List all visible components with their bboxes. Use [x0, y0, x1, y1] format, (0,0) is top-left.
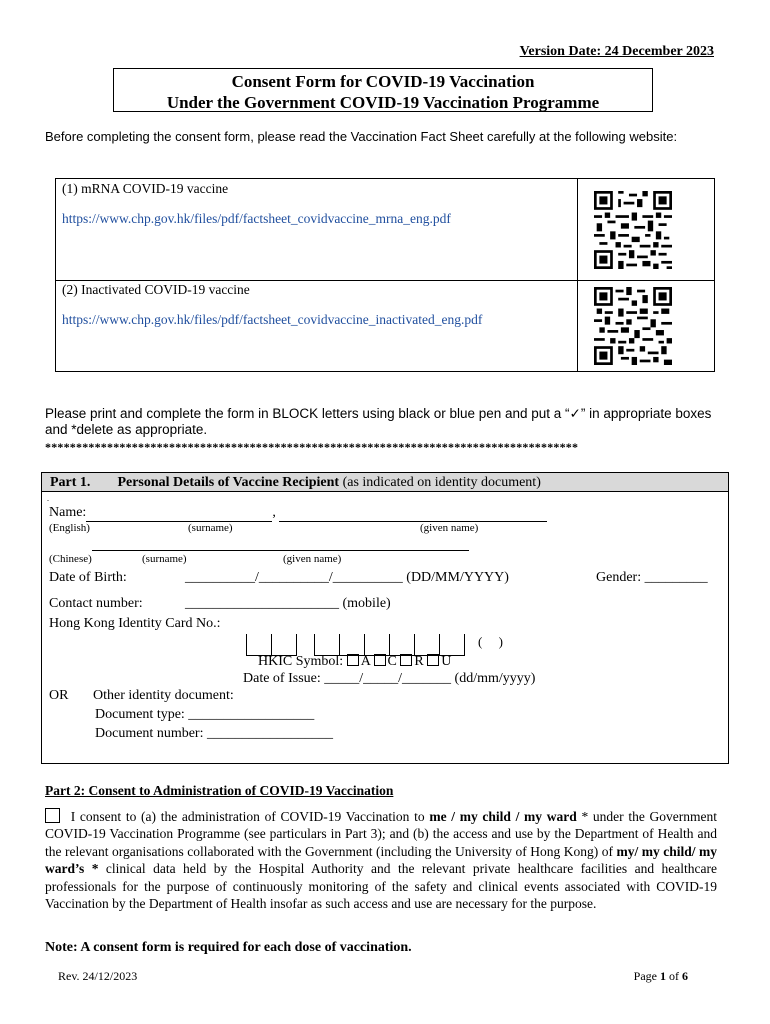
part1-dot: . [47, 494, 49, 503]
part1-note: (as indicated on identity document) [342, 475, 541, 490]
name-label: Name: [49, 505, 87, 520]
symbol-a-checkbox[interactable] [347, 654, 359, 666]
instructions: Please print and complete the form in BLOCK letters using black or blue pen and put a “✓” in appropriate boxes and *delete as appropriate. [45, 406, 712, 437]
intro-text: Before completing the consent form, please read the Vaccination Fact Sheet carefully at the following website: [45, 129, 678, 144]
document-number-field[interactable]: Document number: __________________ [95, 726, 333, 741]
or-label: OR [49, 688, 69, 703]
gender-field[interactable] [596, 570, 708, 586]
revision-date: Rev. 24/12/2023 [58, 969, 138, 983]
given-name-label-chinese: (given name) [283, 553, 342, 565]
version-date: Version Date: 24 December 2023 [519, 44, 714, 59]
date-of-issue-field[interactable]: Date of Issue: _____/_____/_______ (dd/mm/yyyy) [243, 671, 536, 686]
other-doc-label: Other identity document: [93, 688, 234, 703]
consent-note: Note: A consent form is required for each dose of vaccination. [45, 940, 412, 955]
dob-field[interactable] [185, 570, 509, 586]
document-type-field[interactable]: Document type: __________________ [95, 707, 315, 722]
consent-paragraph: I consent to (a) the administration of COVID-19 Vaccination to me / my child / my ward * under the Government COVID-19 Vaccination Programme (see particulars in Part 3); and (b) the access and use by the Department of Health and the relevant organisations collaborated with the Government (including the University of Hong Kong) of my/ my child/ my ward’s * clinical data held by the Hospital Authority and the relevant private healthcare facilities and healthcare professionals for the purpose of continuously monitoring of the safety and clinical events associated with COVID-19 Vaccination by the Department of Health insofar as such access and use are necessary for the purpose. [45, 809, 717, 912]
part1-label: Part 1. [50, 475, 91, 490]
factsheet-link-mrna[interactable]: https://www.chp.gov.hk/files/pdf/factsheet_covidvaccine_mrna_eng.pdf [62, 211, 451, 226]
gender-label: Gender: [596, 570, 642, 585]
dob-format: (DD/MM/YYYY) [406, 570, 509, 585]
hkid-check-digit[interactable]: ( ) [478, 634, 503, 649]
symbol-u-checkbox[interactable] [427, 654, 439, 666]
separator-stars: ************************************************************************************** [45, 440, 579, 454]
form-title [113, 68, 653, 112]
name-chinese-field[interactable] [92, 534, 469, 551]
english-label: (English) [49, 522, 90, 534]
qr-code-icon[interactable] [594, 191, 672, 269]
given-name-label: (given name) [420, 522, 479, 534]
name-english-given-field[interactable] [279, 505, 547, 522]
chinese-label: (Chinese) [49, 553, 92, 565]
hkic-symbol-row: HKIC Symbol: A C R U [258, 654, 452, 669]
hkid-label: Hong Kong Identity Card No.: [49, 616, 221, 631]
part1-header [42, 473, 728, 492]
mobile-label: (mobile) [342, 596, 391, 611]
page-number: Page 1 of 6 [633, 969, 688, 983]
surname-label-chinese: (surname) [142, 553, 187, 565]
qr-code-icon[interactable] [594, 287, 672, 365]
gender-blank: _________ [644, 570, 708, 585]
vaccine-label: (2) Inactivated COVID-19 vaccine [62, 282, 250, 297]
dob-label: Date of Birth: [49, 570, 127, 585]
contact-label: Contact number: [49, 596, 143, 611]
part2-title: Part 2: Consent to Administration of COVID-19 Vaccination [45, 783, 394, 798]
form-title-line2: Under the Government COVID-19 Vaccination Programme [166, 93, 600, 112]
name-english-surname-field[interactable] [86, 505, 272, 522]
vaccine-factsheet-table [55, 178, 715, 372]
dob-blank: __________/__________/__________ [185, 570, 403, 585]
consent-checkbox[interactable] [45, 808, 60, 823]
contact-blank: ______________________ [185, 596, 339, 611]
vaccine-label: (1) mRNA COVID-19 vaccine [62, 181, 229, 196]
factsheet-link-inactivated[interactable]: https://www.chp.gov.hk/files/pdf/factsheet_covidvaccine_inactivated_eng.pdf [62, 312, 483, 327]
name-row: Name: , [49, 505, 547, 522]
form-title-line1: Consent Form for COVID-19 Vaccination [231, 72, 535, 91]
hkic-symbol-label: HKIC Symbol: [258, 654, 344, 669]
surname-label: (surname) [188, 522, 233, 534]
symbol-r-checkbox[interactable] [400, 654, 412, 666]
part1-title: Personal Details of Vaccine Recipient [117, 475, 340, 490]
contact-field[interactable] [185, 596, 391, 612]
vaccine-row-inactivated [56, 280, 714, 371]
symbol-c-checkbox[interactable] [374, 654, 386, 666]
vaccine-row-mrna [56, 179, 714, 281]
